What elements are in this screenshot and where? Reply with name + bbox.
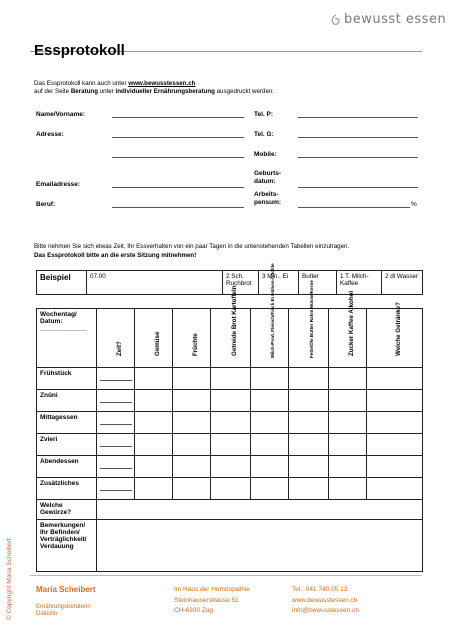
workload-label-2: pensum:	[254, 199, 282, 206]
note-line1: Bitte nehmen Sie sich etwas Zeit, Ihr Essverhalten von ein paar Tagen in die untenstehenden Tabellen einzutragen.	[34, 243, 350, 250]
footer-role-2: Diätistin	[36, 611, 58, 617]
instruction-note	[34, 243, 424, 260]
example-cell-coffee: 1 T. Milch-Kaffee	[337, 271, 382, 295]
header-row	[37, 309, 423, 368]
email-label: Emailadresse:	[36, 181, 81, 188]
time-cell[interactable]	[97, 368, 135, 390]
footer-web-link[interactable]: www.bewusstessen.ch	[292, 596, 358, 604]
job-field[interactable]	[112, 207, 244, 208]
job-label: Beruf:	[36, 201, 56, 208]
intro-line2-mid: unter	[97, 88, 116, 95]
time-cell[interactable]	[97, 456, 135, 478]
copyright-sidebar	[6, 430, 16, 620]
footer-divider	[30, 575, 422, 576]
intro-line1-prefix: Das Essprotokoll kann auch unter	[34, 80, 129, 87]
table-row	[37, 456, 423, 478]
footer-addr-3: CH-6300 Zug	[174, 607, 214, 614]
percent-sign: %	[411, 201, 417, 208]
intro-line2-suffix: ausgedruckt werden.	[214, 88, 275, 95]
remarks-row	[37, 520, 423, 572]
col-drinks: Welche Getränke?	[394, 302, 402, 356]
time-cell[interactable]	[97, 478, 135, 500]
address-field-2[interactable]	[112, 157, 244, 158]
name-label: Name/Vorname:	[36, 111, 86, 118]
intro-page-name: Beratung	[70, 88, 98, 95]
name-field[interactable]	[112, 117, 244, 118]
example-cell-water: 2 dl Wasser	[382, 271, 423, 295]
row-label: Frühstück	[37, 368, 97, 390]
mobile-label: Mobile:	[254, 151, 277, 158]
spice-row	[37, 500, 423, 520]
brand-name: bewusst essen	[344, 12, 447, 27]
birth-label-1: Geburts-	[254, 170, 282, 177]
page-title: Essprotokoll	[34, 42, 125, 59]
table-row	[37, 478, 423, 500]
col-grains: Getreide Brot Kartoffeln	[230, 285, 238, 356]
col-sugar: Zucker Kaffee Alkohol	[347, 290, 355, 356]
time-cell[interactable]	[97, 412, 135, 434]
tel-p-label: Tel. P:	[254, 111, 274, 118]
footer-tel: Tel.: 041 740 05 13	[292, 586, 348, 593]
row-label: Zusätzliches	[37, 478, 97, 500]
row-label: Zvieri	[37, 434, 97, 456]
tel-g-field[interactable]	[298, 137, 418, 138]
time-cell[interactable]	[97, 434, 135, 456]
day-blank: _____________	[40, 325, 87, 332]
email-field[interactable]	[112, 187, 244, 188]
footer-contact	[292, 585, 359, 617]
table-row	[37, 390, 423, 412]
example-table	[36, 270, 423, 295]
footer-name: Maria Scheibert	[36, 585, 96, 594]
intro-text	[34, 80, 414, 96]
col-vegetables: Gemüse	[153, 331, 161, 356]
example-time: 07.00	[87, 271, 223, 295]
spice-field[interactable]	[97, 500, 423, 520]
time-cell[interactable]	[97, 390, 135, 412]
example-cell-egg: 3 Min.. Ei	[259, 271, 299, 295]
footer-mail-link[interactable]: info@bewusstessen.ch	[292, 607, 359, 614]
note-line2: Das Essprotokoll bitte an die erste Sitzung mitnehmen!	[34, 251, 197, 259]
day-label: Wochentag/ Datum:	[40, 311, 77, 325]
birth-field[interactable]	[298, 187, 418, 188]
col-fats: Fette/Öle Butter Rahm Nüsse/Kerne	[308, 280, 314, 358]
address-field[interactable]	[112, 137, 244, 138]
footer-addr-1: Im Haus der Homöopathie	[174, 586, 250, 593]
tel-p-field[interactable]	[298, 117, 418, 118]
address-label: Adresse:	[36, 131, 64, 138]
col-protein: Milch-Prod. Fleisch/Fisch Ei Hülsen-früchte	[269, 263, 275, 358]
workload-label-1: Arbeits-	[254, 191, 279, 198]
logo-icon	[330, 14, 340, 26]
birth-label-2: datum:	[254, 178, 276, 185]
row-label: Abendessen	[37, 456, 97, 478]
intro-page-sub: individueller Ernährungsberatung	[115, 88, 215, 95]
table-row	[37, 368, 423, 390]
remarks-label: Bemerkungen/ Ihr Befinden/ Verträglichkeit/ Verdauung	[37, 520, 97, 572]
remarks-field[interactable]	[97, 520, 423, 572]
workload-field[interactable]	[298, 207, 410, 208]
footer-address	[174, 585, 250, 617]
intro-line2-prefix: auf der Seite	[34, 88, 71, 95]
row-label: Znüni	[37, 390, 97, 412]
footer-role-1: Ernährungsberaterin	[36, 604, 91, 610]
footer-roles	[36, 604, 91, 618]
example-cell-butter: Butter	[299, 271, 337, 295]
website-link[interactable]: www.bewusstessen.ch	[128, 80, 196, 87]
workload-label	[254, 191, 281, 207]
day-cell[interactable]	[37, 309, 97, 368]
example-cell-bread: 2 Sch. Ruchbrot	[223, 271, 259, 295]
col-fruit: Früchte	[191, 333, 199, 356]
tel-g-label: Tel. G:	[254, 131, 274, 138]
mobile-field[interactable]	[298, 157, 418, 158]
spice-label: Welche Gewürze?	[37, 500, 97, 520]
table-row	[37, 412, 423, 434]
example-label: Beispiel	[37, 271, 87, 295]
footer-addr-2: Steinhauserstrasse 51	[174, 596, 239, 604]
row-label: Mittagessen	[37, 412, 97, 434]
table-row	[37, 434, 423, 456]
col-time: Zeit?	[115, 341, 123, 356]
copyright-text: © Copyright Maria Scheibert	[6, 538, 13, 620]
birth-label	[254, 170, 281, 186]
